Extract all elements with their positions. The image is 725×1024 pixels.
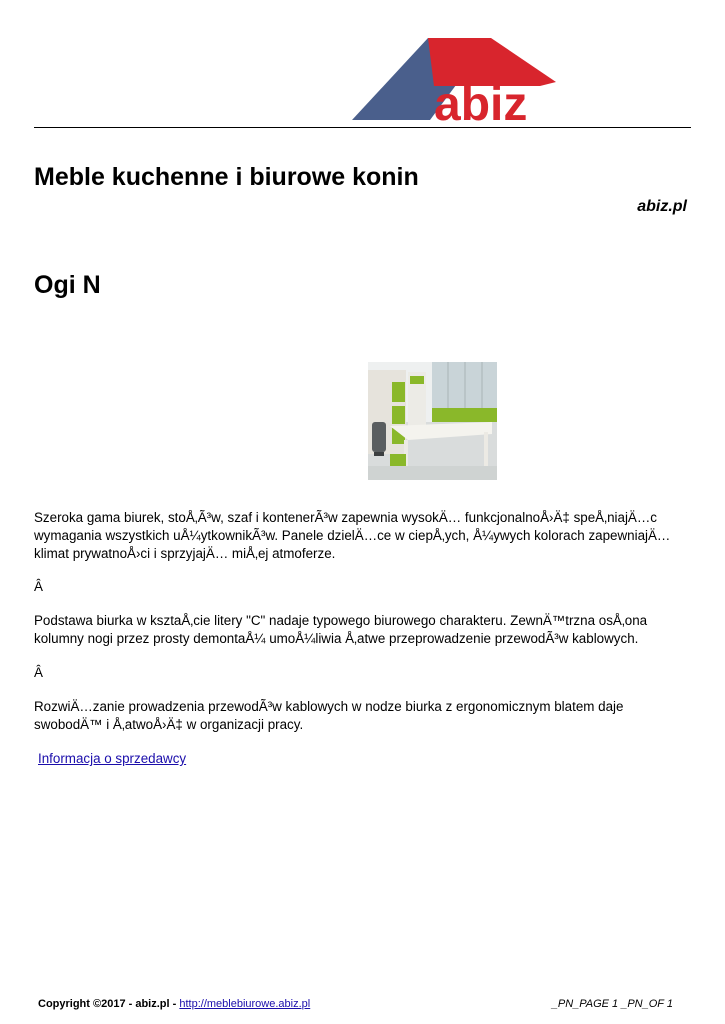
- spacer-paragraph-2: Â: [34, 665, 43, 680]
- svg-text:abiz: abiz: [434, 78, 528, 124]
- header-divider: [34, 127, 691, 128]
- page-title: Meble kuchenne i biurowe konin: [34, 163, 419, 191]
- site-label: abiz.pl: [637, 198, 687, 215]
- description-paragraph-1: Szeroka gama biurek, stoÅ‚Ã³w, szaf i kontenerÃ³w zapewnia wysokÄ… funkcjonalnoÅ›Ä‡ speÅ‚niajÄ…c wymagania wszystkich uÅ¼ytkownikÃ³w. Panele dzielÄ…ce w ciepÅ‚ych, Å¼ywych kolorach zapewniajÄ… klimat prywatnoÅ›ci i sprzyjajÄ… miÅ‚ej atmoferze.: [34, 510, 671, 561]
- product-name: Ogi N: [34, 271, 101, 299]
- office-desk-photo: [368, 362, 497, 480]
- description-paragraph-3: RozwiÄ…zanie prowadzenia przewodÃ³w kablowych w nodze biurka z ergonomicznym blatem daje swobodÄ™ i Å‚atwoÅ›Ä‡ w organizacji pracy.: [34, 699, 624, 732]
- abiz-logo: [348, 36, 610, 124]
- footer-url-link[interactable]: http://meblebiurowe.abiz.pl: [179, 998, 311, 1010]
- footer: [38, 998, 310, 1010]
- seller-info-link[interactable]: Informacja o sprzedawcy: [38, 751, 187, 766]
- spacer-paragraph-1: Â: [34, 579, 43, 594]
- page-number: _PN_PAGE 1 _PN_OF 1: [551, 998, 673, 1010]
- footer-copyright: Copyright ©2017 - abiz.pl -: [38, 998, 180, 1010]
- description-paragraph-2: Podstawa biurka w ksztaÅ‚cie litery "C" nadaje typowego biurowego charakteru. ZewnÄ™trzna osÅ‚ona kolumny nogi przez prosty demontaÅ¼ umoÅ¼liwia Å‚atwe przeprowadzenie przewodÃ³w kablowych.: [34, 613, 648, 646]
